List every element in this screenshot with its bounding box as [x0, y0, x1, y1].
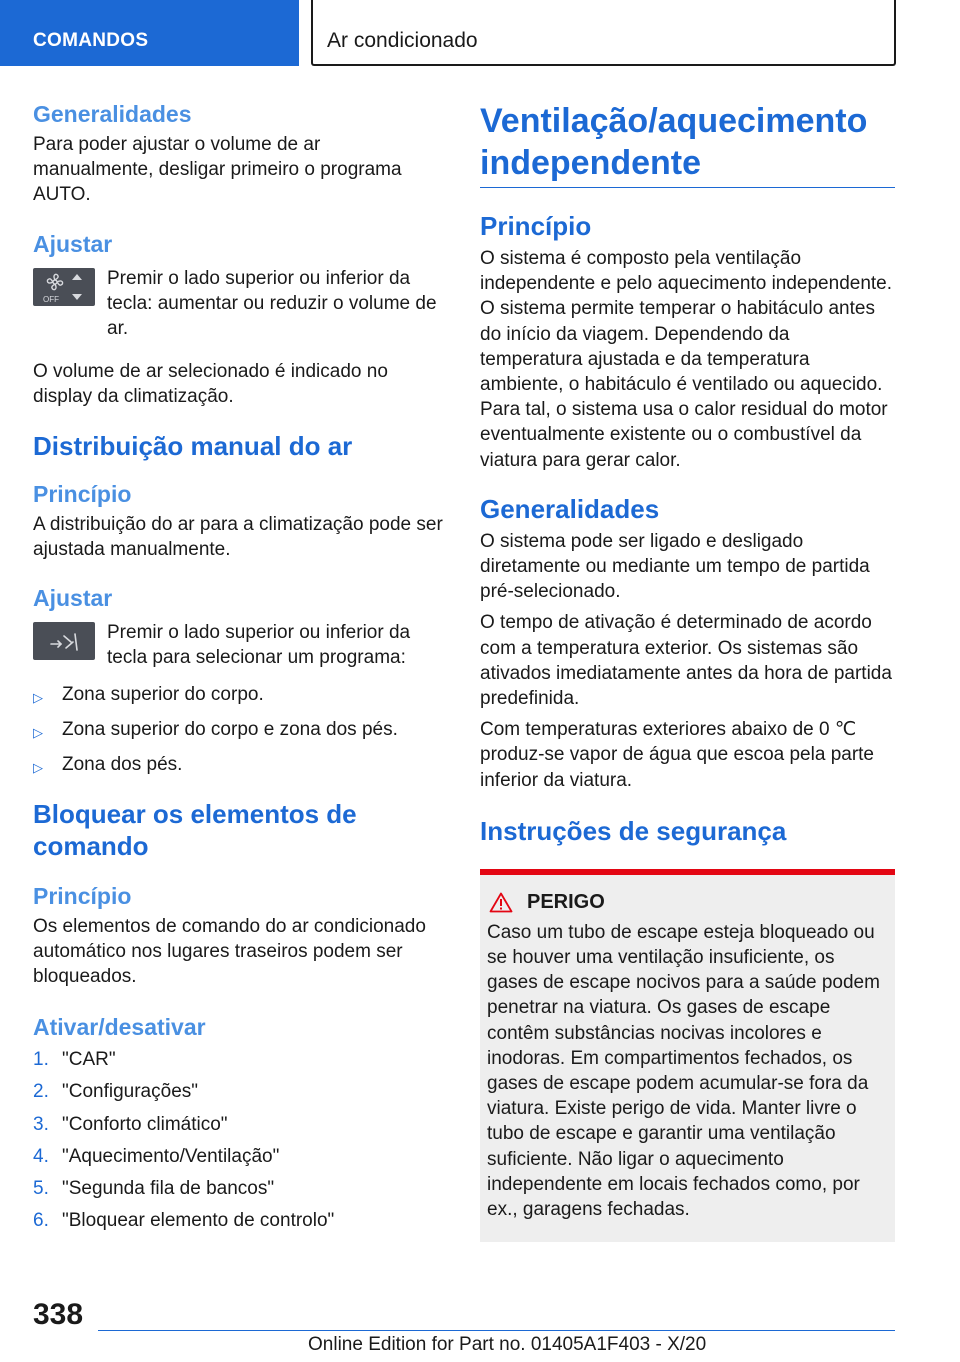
page-number: 338 [33, 1298, 84, 1331]
danger-notice [480, 869, 895, 1242]
heading-distribuicao: Distribuição manual do ar [33, 430, 353, 461]
paragraph-ajustar-volume: Premir o lado superior ou inferior da tecla: aumentar ou reduzir o volume de ar. [107, 267, 437, 340]
control-row-air-distribution [33, 620, 445, 670]
warning-triangle-icon [489, 892, 513, 913]
list-item: 2. "Configurações" [33, 1081, 199, 1103]
chapter-tab [311, 0, 896, 66]
paragraph-generalidades-1: O sistema pode ser ligado e desligado diretamente ou mediante um tempo de partida pré-selecionado. [480, 530, 870, 603]
paragraph-volume-display: O volume de ar selecionado é indicado no display da climatização. [33, 361, 388, 408]
heading-bloquear: Bloquear os elementos de comando [33, 798, 357, 861]
triangle-bullet-icon: ▷ [33, 759, 43, 775]
paragraph-generalidades-3: Com temperaturas exteriores abaixo de 0 ℃ produz-se vapor de água que escoa pela parte inferior da viatura. [480, 719, 874, 791]
steps-list [33, 1047, 445, 1233]
list-item: 4. "Aquecimento/Ventilação" [33, 1145, 280, 1167]
control-row-fan [33, 266, 445, 342]
fan-button-icon [33, 268, 95, 306]
footer-edition: Online Edition for Part no. 01405A1F403 - X/20 [308, 1334, 707, 1355]
heading-generalidades: Generalidades [33, 101, 192, 127]
triangle-bullet-icon: ▷ [33, 690, 43, 706]
list-item: ▷ Zona superior do corpo e zona dos pés. [33, 717, 445, 745]
paragraph-principio-ventilacao: O sistema é composto pela ventilação independente e pelo aquecimento independente. O sistema permite temperar o habitáculo antes do início da viagem. Dependendo da temperatura ajustada e da temperatura ambiente, o habitáculo é ventilado ou aquecido. Para tal, o sistema usa o calor residual do motor eventualmente existente ou o combustível da viatura para gerar calor. [480, 248, 893, 471]
air-distribution-button-icon [33, 622, 95, 660]
heading-seguranca: Instruções de segurança [480, 815, 787, 846]
heading-principio-distribuicao: Princípio [33, 480, 132, 507]
paragraph-ajustar-programa: Premir o lado superior ou inferior da tecla para selecionar um programa: [107, 622, 411, 669]
heading-principio-ventilacao: Princípio [480, 211, 592, 241]
paragraph-principio-distribuicao: A distribuição do ar para a climatização pode ser ajustada manualmente. [33, 513, 443, 560]
footer-divider [98, 1330, 895, 1331]
paragraph-generalidades: Para poder ajustar o volume de ar manualmente, desligar primeiro o programa AUTO. [33, 134, 402, 206]
list-item: ▷ Zona superior do corpo. [33, 682, 445, 710]
off-label: OFF [43, 294, 59, 304]
paragraph-principio-bloquear: Os elementos de comando do ar condicionado automático nos lugares traseiros podem ser bloqueados. [33, 915, 426, 988]
heading-ativar-desativar: Ativar/desativar [33, 1014, 206, 1041]
heading-principio-bloquear: Princípio [33, 882, 132, 909]
chapter-title: Ar condicionado [327, 29, 478, 52]
zone-list [33, 682, 445, 779]
heading-ajustar-volume: Ajustar [33, 230, 113, 257]
danger-notice-title: PERIGO [487, 891, 887, 914]
heading-generalidades-ventilacao: Generalidades [480, 493, 660, 524]
list-item: 5. "Segunda fila de bancos" [33, 1177, 275, 1199]
left-column [33, 100, 445, 1240]
heading-ajustar-programa: Ajustar [33, 585, 113, 612]
paragraph-generalidades-2: O tempo de ativação é determinado de acordo com a temperatura exterior. Os sistemas são ativados imediatamente antes da hora de partida predefinida. [480, 612, 892, 710]
list-item: 1. "CAR" [33, 1049, 116, 1071]
triangle-bullet-icon: ▷ [33, 725, 43, 741]
list-item: ▷ Zona dos pés. [33, 752, 445, 780]
list-item: 3. "Conforto climático" [33, 1113, 228, 1135]
right-column [480, 100, 895, 1242]
danger-notice-text: Caso um tubo de escape esteja bloqueado ou se houver uma ventilação insuficiente, os gases de escape nocivos para a saúde podem penetrar na viatura. Os gases de escape contêm substâncias nocivas incolores e inodoras. Em compartimentos fechados, os gases de escape podem acumular-se fora da viatura. Existe perigo de vida. Manter livre o tubo de escape e garantir uma ventilação suficiente. Não ligar o aquecimento independente em locais fechados como, por ex., garagens fechadas. [487, 921, 880, 1221]
list-item: 6. "Bloquear elemento de controlo" [33, 1210, 335, 1232]
heading-ventilacao: Ventilação/aquecimento independente [480, 100, 895, 188]
section-tab [0, 0, 299, 66]
section-title: COMANDOS [33, 30, 149, 51]
